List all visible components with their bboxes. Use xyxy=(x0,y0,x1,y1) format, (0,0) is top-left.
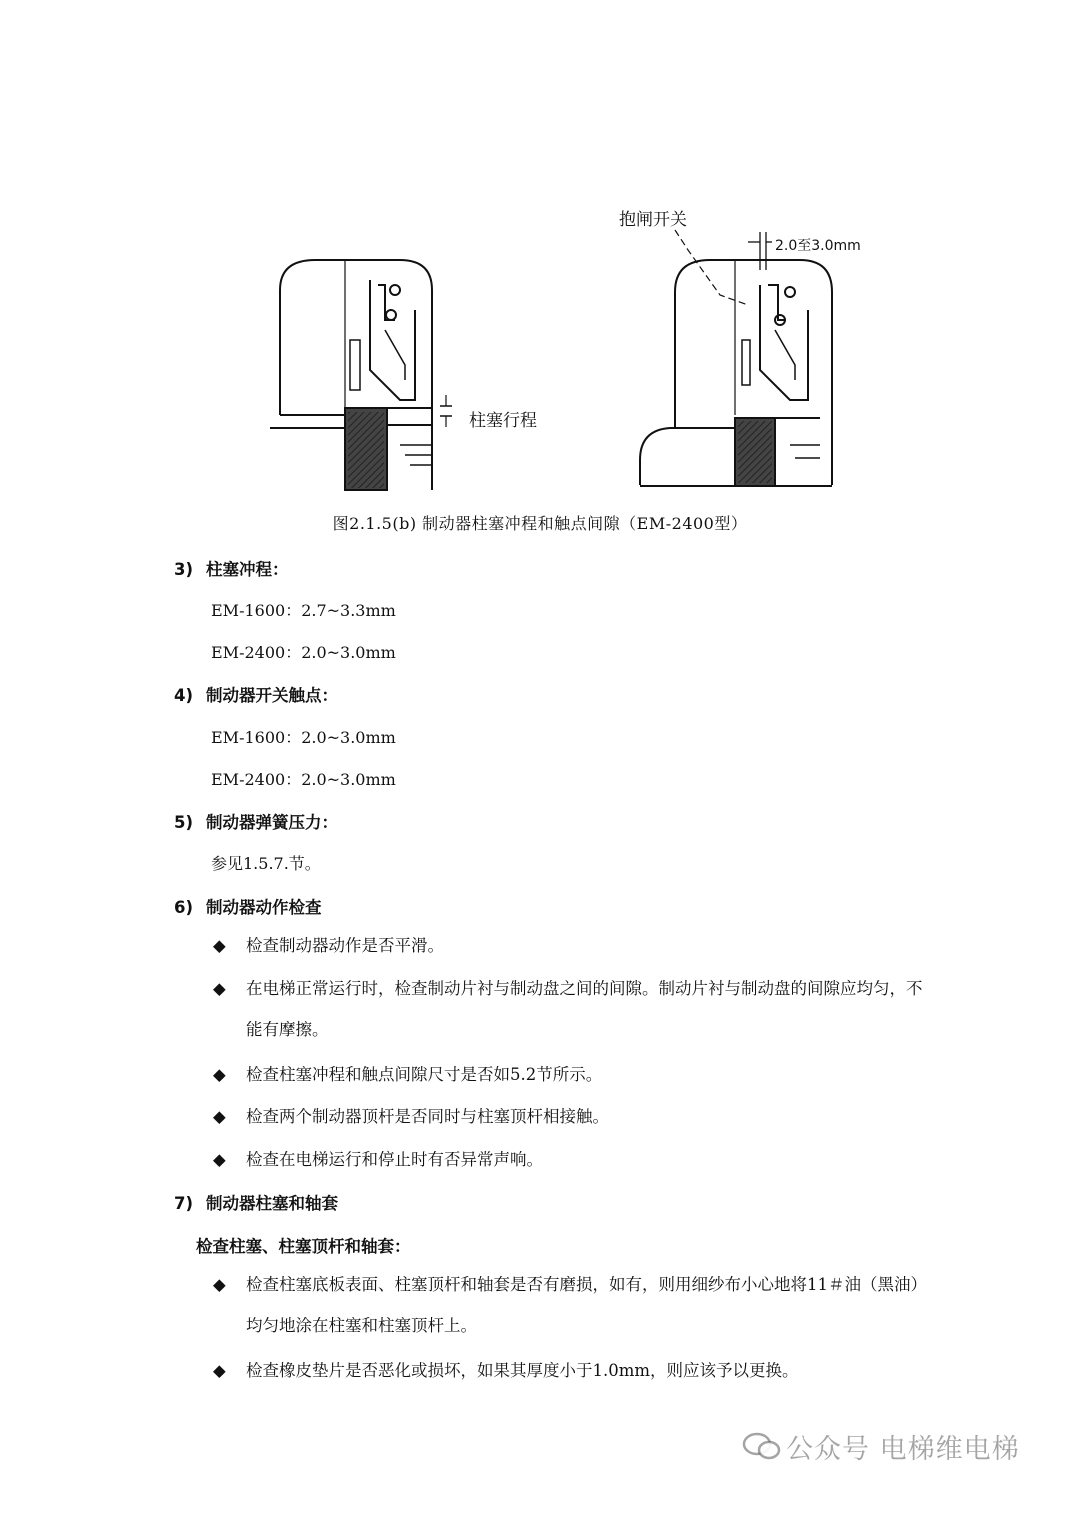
bullet-text: 检查两个制动器顶杆是否同时与柱塞顶杆相接触。 xyxy=(246,1107,609,1126)
section-3-number: 3) xyxy=(174,560,194,579)
section-5-number: 5) xyxy=(174,813,194,832)
section-7-heading xyxy=(174,1190,338,1214)
section-4-number: 4) xyxy=(174,686,194,705)
wechat-icon xyxy=(742,1432,782,1460)
section-4-line-2: EM-2400：2.0~3.0mm xyxy=(211,770,396,789)
section-7-subtitle: 检查柱塞、柱塞顶杆和轴套： xyxy=(196,1237,411,1256)
bullet-text: 检查橡皮垫片是否恶化或损坏，如果其厚度小于1.0mm，则应该予以更换。 xyxy=(246,1361,799,1380)
bullet-text: 检查柱塞冲程和触点间隙尺寸是否如5.2节所示。 xyxy=(246,1065,603,1084)
section-7-bullet-1 xyxy=(213,1264,933,1346)
section-7-number: 7) xyxy=(174,1194,194,1213)
section-6-bullet-1 xyxy=(213,925,933,966)
section-3-heading xyxy=(174,556,289,580)
brake-switch-label: 抱闸开关 xyxy=(619,210,687,230)
section-6-bullet-5 xyxy=(213,1139,933,1180)
diagram-right xyxy=(640,230,832,486)
section-3-title: 柱塞冲程： xyxy=(206,560,289,579)
plunger-stroke-label: 柱塞行程 xyxy=(469,411,537,431)
section-6-number: 6) xyxy=(174,898,194,917)
bullet-diamond-icon: ◆ xyxy=(213,1107,226,1126)
section-4-heading xyxy=(174,682,338,706)
section-7-bullet-2 xyxy=(213,1350,933,1391)
bullet-text: 检查柱塞底板表面、柱塞顶杆和轴套是否有磨损，如有，则用细纱布小心地将11＃油（黑油）均匀地涂在柱塞和柱塞顶杆上。 xyxy=(246,1275,927,1335)
section-3-line-1: EM-1600：2.7~3.3mm xyxy=(211,601,396,620)
section-6-heading xyxy=(174,894,322,918)
bullet-diamond-icon: ◆ xyxy=(213,1361,226,1380)
bullet-diamond-icon: ◆ xyxy=(213,1150,226,1169)
watermark-text: 公众号 电梯维电梯 xyxy=(786,1434,1020,1465)
figure-caption: 图2.1.5(b) 制动器柱塞冲程和触点间隙（EM-2400型） xyxy=(332,514,748,533)
section-3-line-2: EM-2400：2.0~3.0mm xyxy=(211,643,396,662)
section-5-line-1: 参见1.5.7.节。 xyxy=(211,854,321,873)
bullet-diamond-icon: ◆ xyxy=(213,1275,226,1294)
section-4-line-1: EM-1600：2.0~3.0mm xyxy=(211,728,396,747)
section-4-title: 制动器开关触点： xyxy=(206,686,338,705)
section-6-bullet-2 xyxy=(213,968,933,1050)
section-6-title: 制动器动作检查 xyxy=(206,898,322,917)
bullet-text: 检查在电梯运行和停止时有否异常声响。 xyxy=(246,1150,543,1169)
bullet-diamond-icon: ◆ xyxy=(213,1065,226,1084)
bullet-text: 在电梯正常运行时，检查制动片衬与制动盘之间的间隙。制动片衬与制动盘的间隙应均匀，不能有摩擦。 xyxy=(246,979,923,1039)
bullet-diamond-icon: ◆ xyxy=(213,936,226,955)
section-7-title: 制动器柱塞和轴套 xyxy=(206,1194,338,1213)
gap-dimension-label: 2.0至3.0mm xyxy=(775,238,861,254)
section-5-heading xyxy=(174,809,338,833)
section-6-bullet-3 xyxy=(213,1054,933,1095)
bullet-diamond-icon: ◆ xyxy=(213,979,226,998)
section-6-bullet-4 xyxy=(213,1096,933,1137)
diagram-left xyxy=(270,260,452,490)
section-5-title: 制动器弹簧压力： xyxy=(206,813,338,832)
bullet-text: 检查制动器动作是否平滑。 xyxy=(246,936,444,955)
